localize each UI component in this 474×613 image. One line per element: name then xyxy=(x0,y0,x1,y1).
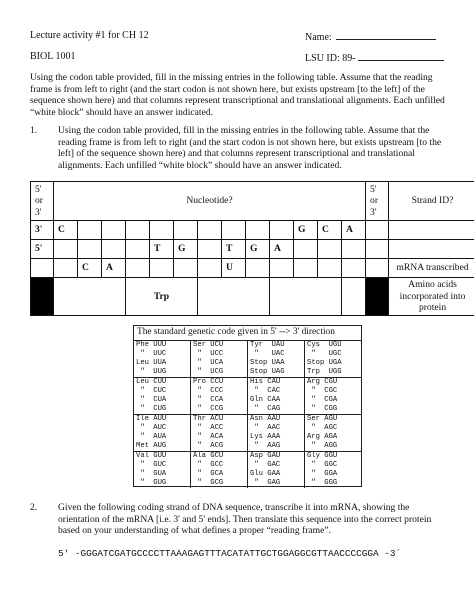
nucleotide-cell[interactable] xyxy=(126,240,150,259)
nucleotide-cell[interactable]: G xyxy=(174,240,198,259)
name-blank[interactable] xyxy=(336,30,436,40)
nucleotide-cell[interactable]: U xyxy=(222,259,246,278)
nucleotide-cell[interactable] xyxy=(294,259,318,278)
worksheet-title: Lecture activity #1 for CH 12 xyxy=(30,30,149,41)
row1-end: 3' xyxy=(31,221,54,240)
codon-cell: Phe UUU " UUC Leu UUA " UUG xyxy=(134,341,191,377)
codon-cell: His CAU " CAC Gln CAA " CAG xyxy=(248,378,305,414)
lsu-id-blank[interactable] xyxy=(358,51,444,61)
row1-end-right[interactable] xyxy=(366,221,389,240)
row2-end-right[interactable] xyxy=(366,240,389,259)
nucleotide-cell[interactable] xyxy=(54,240,78,259)
nucleotide-cell[interactable] xyxy=(78,221,102,240)
nucleotide-cell[interactable] xyxy=(198,221,222,240)
nucleotide-cell[interactable] xyxy=(126,259,150,278)
codon-cell: Leu CUU " CUC " CUA " CUG xyxy=(134,378,191,414)
codon-cell: Val GUU " GUC " GUA " GUG xyxy=(134,452,191,488)
nucleotide-cell[interactable] xyxy=(246,259,270,278)
end-header-right: 5' or 3' xyxy=(366,182,389,221)
amino-acid-cell-trailing[interactable] xyxy=(342,278,366,316)
codon-cell: Ile AUU " AUC " AUA Met AUG xyxy=(134,415,191,451)
nucleotide-cell[interactable]: A xyxy=(342,221,366,240)
genetic-code-table xyxy=(133,325,362,487)
q2-text: Given the following coding strand of DNA sequence, transcribe it into mRNA, showing the orientation of the mRNA [i.e. 3' and 5' ends]. Then translate this sequence into the correct protein based on your understanding of what defines a proper “reading frame”. xyxy=(58,502,432,537)
nucleotide-cell[interactable] xyxy=(174,221,198,240)
nucleotide-cell[interactable]: G xyxy=(246,240,270,259)
nucleotide-cell[interactable] xyxy=(270,259,294,278)
genetic-code-title: The standard genetic code given in 5' --> 3' direction xyxy=(134,326,361,341)
strand-id-header: Strand ID? xyxy=(389,182,474,221)
nucleotide-cell[interactable] xyxy=(150,221,174,240)
codon-cell: Cys UGU " UGC Stop UGA Trp UGG xyxy=(307,341,342,376)
name-label: Name: xyxy=(305,32,332,43)
nucleotide-cell[interactable] xyxy=(78,240,102,259)
nucleotide-cell[interactable]: C xyxy=(318,221,342,240)
nucleotide-cell[interactable] xyxy=(222,221,246,240)
table-row-amino-acids xyxy=(31,278,474,316)
name-field xyxy=(305,30,436,44)
codon-cell: Ser UCU " UCC " UCA " UCG xyxy=(191,341,248,377)
nucleotide-cell[interactable] xyxy=(198,259,222,278)
amino-acid-cell[interactable] xyxy=(198,278,270,316)
codon-cell: Tyr UAU " UAC Stop UAA Stop UAG xyxy=(248,341,305,377)
row3-end[interactable] xyxy=(31,259,54,278)
codon-block-c xyxy=(134,378,361,415)
nucleotide-cell[interactable] xyxy=(318,240,342,259)
nucleotide-cell[interactable] xyxy=(294,240,318,259)
nucleotide-cell[interactable]: G xyxy=(294,221,318,240)
nucleotide-cell[interactable]: T xyxy=(150,240,174,259)
intro-paragraph: Using the codon table provided, fill in the missing entries in the following table. Assume that the reading frame is from left to right (and the start codon is not shown here, but exists upstream [to the left] of the sequence shown here) and that columns represent transcriptional and translational alignments. Each unfilled “white block” should have an answer indicated. xyxy=(30,72,445,119)
table-row-mrna xyxy=(31,259,474,278)
lsu-id-label: LSU ID: 89- xyxy=(305,53,356,64)
codon-cell: Asp GAU " GAC Glu GAA " GAG xyxy=(248,452,305,488)
blocked-cell xyxy=(31,278,54,316)
codon-cell: Gly GGU " GGC " GGA " GGG xyxy=(307,452,338,487)
nucleotide-table xyxy=(30,181,474,316)
nucleotide-header: Nucleotide? xyxy=(54,182,366,221)
codon-block-a xyxy=(134,415,361,452)
nucleotide-cell[interactable] xyxy=(150,259,174,278)
codon-block-g xyxy=(134,452,361,488)
nucleotide-cell[interactable] xyxy=(342,259,366,278)
row4-strand-id: Amino acids incorporated into protein xyxy=(389,278,474,316)
q1-number: 1. xyxy=(30,125,38,136)
nucleotide-cell[interactable] xyxy=(102,221,126,240)
amino-acid-cell[interactable]: Trp xyxy=(126,278,198,316)
nucleotide-cell[interactable] xyxy=(54,259,78,278)
nucleotide-cell[interactable] xyxy=(198,240,222,259)
nucleotide-cell[interactable]: C xyxy=(54,221,78,240)
codon-block-u xyxy=(134,341,361,378)
nucleotide-cell[interactable] xyxy=(270,221,294,240)
nucleotide-cell[interactable] xyxy=(174,259,198,278)
row1-strand-id[interactable] xyxy=(389,221,474,240)
row3-strand-id: mRNA transcribed xyxy=(389,259,474,278)
codon-cell: Asn AAU " AAC Lys AAA " AAG xyxy=(248,415,305,451)
codon-cell: Ser AGU " AGC Arg AGA " AGG xyxy=(307,415,338,450)
nucleotide-cell[interactable] xyxy=(246,221,270,240)
nucleotide-cell[interactable]: C xyxy=(78,259,102,278)
codon-cell: Thr ACU " ACC " ACA " ACG xyxy=(191,415,248,451)
codon-cell: Ala GCU " GCC " GCA " GCG xyxy=(191,452,248,488)
lsu-id-field xyxy=(305,51,444,65)
header-row xyxy=(31,182,474,221)
dna-sequence: 5' -GGGATCGATGCCCCTTAAAGAGTTTACATATTGCTGGAGGCGTTAACCCCGGA -3´ xyxy=(58,548,402,559)
amino-acid-cell[interactable] xyxy=(54,278,126,316)
nucleotide-cell[interactable] xyxy=(318,259,342,278)
table-row-strand-1 xyxy=(31,221,474,240)
nucleotide-cell[interactable] xyxy=(342,240,366,259)
table-row-strand-2 xyxy=(31,240,474,259)
nucleotide-cell[interactable] xyxy=(126,221,150,240)
nucleotide-cell[interactable]: A xyxy=(102,259,126,278)
nucleotide-cell[interactable] xyxy=(102,240,126,259)
nucleotide-cell[interactable]: T xyxy=(222,240,246,259)
row3-end-right[interactable] xyxy=(366,259,389,278)
amino-acid-cell[interactable] xyxy=(270,278,342,316)
blocked-cell xyxy=(366,278,389,316)
codon-cell: Arg CGU " CGC " CGA " CGG xyxy=(307,378,338,413)
course-label: BIOL 1001 xyxy=(30,51,76,62)
q2-number: 2. xyxy=(30,502,38,513)
q1-text: Using the codon table provided, fill in the missing entries in the following table. Assume that the reading frame is from left to right (and the start codon is not shown here, but exists upstream [to the left] of the sequence shown here) and that columns represent transcriptional and translational alignments. Each unfilled “white block” should have an answer indicated. xyxy=(58,125,442,172)
end-header-left: 5' or 3' xyxy=(31,182,54,221)
codon-cell: Pro CCU " CCC " CCA " CCG xyxy=(191,378,248,414)
nucleotide-cell[interactable]: A xyxy=(270,240,294,259)
row2-end: 5' xyxy=(31,240,54,259)
row2-strand-id[interactable] xyxy=(389,240,474,259)
